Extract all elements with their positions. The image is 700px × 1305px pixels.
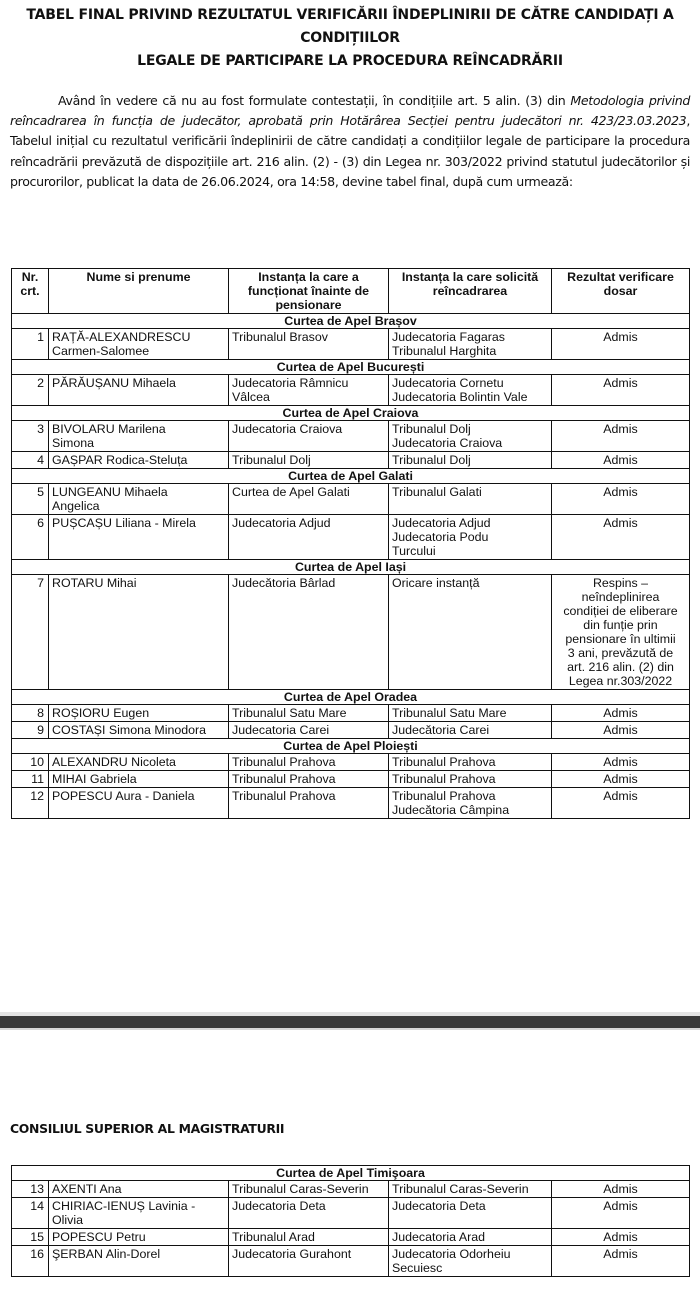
cell-name <box>49 705 229 722</box>
cell-line: Tribunalul Caras-Severin <box>232 1182 369 1196</box>
cell-requested-court <box>389 754 552 771</box>
court-section-row <box>12 406 690 421</box>
cell-name <box>49 722 229 739</box>
cell-result <box>552 1246 690 1277</box>
cell-result <box>552 375 690 406</box>
cell-line: Admis <box>603 723 638 737</box>
cell-requested-court <box>389 329 552 360</box>
results-table-body <box>12 314 690 819</box>
table-row <box>12 375 690 406</box>
cell-previous-court <box>229 375 389 406</box>
cell-requested-court <box>389 421 552 452</box>
cell-requested-court <box>389 722 552 739</box>
cell-line: POPESCU Petru <box>52 1230 146 1244</box>
cell-nr: 13 <box>12 1181 49 1198</box>
court-name: Curtea de Apel Timişoara <box>12 1166 690 1181</box>
cell-line: Judecatoria Craiova <box>232 422 343 436</box>
court-name: Curtea de Apel București <box>12 360 690 375</box>
cell-line: Tribunalul Caras-Severin <box>392 1182 529 1196</box>
cell-nr: 3 <box>12 421 49 452</box>
cell-line: Admis <box>603 516 638 530</box>
cell-line: Carmen-Salomee <box>52 344 150 358</box>
cell-line: art. 216 alin. (2) din <box>567 660 674 674</box>
cell-nr: 2 <box>12 375 49 406</box>
cell-name <box>49 375 229 406</box>
document-page-2 <box>0 1030 700 1305</box>
cell-line: PĂRĂUȘANU Mihaela <box>52 376 176 390</box>
cell-result <box>552 329 690 360</box>
court-name: Curtea de Apel Oradea <box>12 690 690 705</box>
cell-line: Judecatoria Carei <box>232 723 330 737</box>
cell-line: Admis <box>603 485 638 499</box>
cell-result <box>552 484 690 515</box>
cell-result <box>552 1229 690 1246</box>
cell-line: Vâlcea <box>232 390 270 404</box>
intro-text: Având în vedere că nu au fost formulate contestații, în condițiile art. 5 alin. (3) din <box>58 93 571 108</box>
table-row <box>12 1229 690 1246</box>
court-name: Curtea de Apel Galati <box>12 469 690 484</box>
cell-line: Judecătoria Carei <box>392 723 490 737</box>
cell-name <box>49 1181 229 1198</box>
cell-line: Judecatoria Gurahont <box>232 1247 352 1261</box>
cell-name <box>49 329 229 360</box>
cell-name <box>49 484 229 515</box>
cell-nr: 14 <box>12 1198 49 1229</box>
cell-previous-court <box>229 329 389 360</box>
cell-line: Curtea de Apel Galati <box>232 485 350 499</box>
cell-line: MIHAI Gabriela <box>52 772 137 786</box>
cell-line: Admis <box>603 1247 638 1261</box>
cell-line: Tribunalul Prahova <box>392 772 496 786</box>
cell-line: Olivia <box>52 1213 83 1227</box>
cell-previous-court <box>229 575 389 690</box>
cell-result <box>552 1198 690 1229</box>
cell-result <box>552 421 690 452</box>
cell-line: 3 ani, prevăzută de <box>567 646 674 660</box>
cell-line: Judecatoria Adjud <box>232 516 331 530</box>
cell-requested-court <box>389 575 552 690</box>
cell-line: Secuiesc <box>392 1261 443 1275</box>
court-name: Curtea de Apel Craiova <box>12 406 690 421</box>
court-section-row <box>12 314 690 329</box>
cell-line: Admis <box>603 1230 638 1244</box>
cell-line: Judecatoria Deta <box>232 1199 326 1213</box>
table-row <box>12 484 690 515</box>
cell-name <box>49 1246 229 1277</box>
cell-previous-court <box>229 1246 389 1277</box>
cell-previous-court <box>229 1229 389 1246</box>
cell-requested-court <box>389 1198 552 1229</box>
cell-line: ŞERBAN Alin-Dorel <box>52 1247 161 1261</box>
cell-requested-court <box>389 771 552 788</box>
cell-requested-court <box>389 1246 552 1277</box>
court-section-row <box>12 360 690 375</box>
cell-line: pensionare în ultimii <box>565 632 676 646</box>
intro-paragraph <box>10 91 690 192</box>
table-row <box>12 1181 690 1198</box>
cell-result <box>552 1181 690 1198</box>
cell-previous-court <box>229 788 389 819</box>
cell-previous-court <box>229 484 389 515</box>
cell-nr: 8 <box>12 705 49 722</box>
cell-line: Admis <box>603 1182 638 1196</box>
cell-result <box>552 722 690 739</box>
cell-line: Tribunalul Satu Mare <box>232 706 347 720</box>
cell-line: Judecatoria Craiova <box>392 436 503 450</box>
table-row <box>12 1246 690 1277</box>
cell-line: Judecătoria Câmpina <box>392 803 510 817</box>
cell-line: LUNGEANU Mihaela <box>52 485 168 499</box>
cell-line: Judecatoria Adjud <box>392 516 491 530</box>
cell-line: Angelica <box>52 499 100 513</box>
cell-result <box>552 754 690 771</box>
table-row <box>12 329 690 360</box>
cell-result <box>552 575 690 690</box>
cell-line: Admis <box>603 755 638 769</box>
cell-name <box>49 788 229 819</box>
cell-result <box>552 705 690 722</box>
institution-header: CONSILIUL SUPERIOR AL MAGISTRATURII <box>10 1121 285 1136</box>
cell-requested-court <box>389 452 552 469</box>
cell-nr: 9 <box>12 722 49 739</box>
court-name: Curtea de Apel Iași <box>12 560 690 575</box>
table-row <box>12 421 690 452</box>
cell-line: Admis <box>603 376 638 390</box>
header-previous-court: Instanța la care a funcționat înainte de pensionare <box>229 269 389 314</box>
cell-result <box>552 788 690 819</box>
cell-nr: 6 <box>12 515 49 560</box>
cell-line: Legea nr.303/2022 <box>568 674 673 688</box>
table-header-row <box>12 269 690 314</box>
cell-line: GAȘPAR Rodica-Steluța <box>52 453 188 467</box>
cell-line: Judecatoria Cornetu <box>392 376 504 390</box>
cell-line: Tribunalul Harghita <box>392 344 497 358</box>
cell-line: Judecatoria Podu <box>392 530 489 544</box>
cell-nr: 7 <box>12 575 49 690</box>
cell-line: ROTARU Mihai <box>52 576 137 590</box>
cell-line: Tribunalul Dolj <box>392 453 471 467</box>
cell-nr: 1 <box>12 329 49 360</box>
cell-line: din funție prin <box>583 618 658 632</box>
cell-name <box>49 754 229 771</box>
cell-line: Judecatoria Odorheiu <box>392 1247 511 1261</box>
cell-line: Turcului <box>392 544 436 558</box>
cell-line: Tribunalul Dolj <box>392 422 471 436</box>
cell-result <box>552 515 690 560</box>
cell-previous-court <box>229 452 389 469</box>
cell-line: POPESCU Aura - Daniela <box>52 789 195 803</box>
cell-nr: 12 <box>12 788 49 819</box>
cell-nr: 5 <box>12 484 49 515</box>
cell-line: Tribunalul Arad <box>232 1230 315 1244</box>
document-title <box>10 4 690 73</box>
court-name: Curtea de Apel Brașov <box>12 314 690 329</box>
cell-previous-court <box>229 515 389 560</box>
cell-requested-court <box>389 375 552 406</box>
cell-requested-court <box>389 1181 552 1198</box>
cell-nr: 16 <box>12 1246 49 1277</box>
header-name: Nume si prenume <box>49 269 229 314</box>
intro-text: , Tabelul inițial cu rezultatul verificării îndeplinirii de către candidați a condițiilor legale de participare la procedura reîncadrării prevăzută de dispozițiile art. 216 alin. (2) - (3) din Legea nr. 303/2022 privind statutul judecătorilor și procurorilor, publicat la data de 26.06.2024, ora 14:58, devine tabel final, după cum urmează: <box>10 113 690 189</box>
table-row <box>12 705 690 722</box>
header-requested-court: Instanța la care solicită reîncadrarea <box>389 269 552 314</box>
cell-line: Admis <box>603 422 638 436</box>
cell-nr: 11 <box>12 771 49 788</box>
cell-line: Admis <box>603 330 638 344</box>
court-section-row <box>12 690 690 705</box>
cell-previous-court <box>229 421 389 452</box>
cell-line: PUȘCAȘU Liliana - Mirela <box>52 516 196 530</box>
header-nr: Nr. crt. <box>12 269 49 314</box>
cell-line: Judecatoria Arad <box>392 1230 485 1244</box>
cell-line: Judecatoria Bolintin Vale <box>392 390 528 404</box>
cell-line: Tribunalul Prahova <box>392 755 496 769</box>
cell-name <box>49 452 229 469</box>
cell-name <box>49 1198 229 1229</box>
table-row <box>12 722 690 739</box>
cell-previous-court <box>229 705 389 722</box>
cell-line: neîndeplinirea <box>581 590 660 604</box>
table-row <box>12 754 690 771</box>
cell-line: Judecatoria Fagaras <box>392 330 505 344</box>
cell-line: CHIRIAC-IENUȘ Lavinia - <box>52 1199 196 1213</box>
cell-previous-court <box>229 754 389 771</box>
cell-line: Tribunalul Prahova <box>232 789 336 803</box>
title-line: LEGALE DE PARTICIPARE LA PROCEDURA REÎNCADRĂRII <box>137 53 563 69</box>
cell-line: Respins – <box>592 576 649 590</box>
court-name: Curtea de Apel Ploiești <box>12 739 690 754</box>
results-table <box>11 268 690 819</box>
court-section-row <box>12 469 690 484</box>
cell-line: ROȘIORU Eugen <box>52 706 150 720</box>
cell-line: Admis <box>603 706 638 720</box>
cell-line: COSTAȘI Simona Minodora <box>52 723 207 737</box>
cell-line: Tribunalul Brasov <box>232 330 328 344</box>
cell-line: ALEXANDRU Nicoleta <box>52 755 176 769</box>
cell-previous-court <box>229 1198 389 1229</box>
table-row <box>12 771 690 788</box>
cell-name <box>49 771 229 788</box>
cell-requested-court <box>389 1229 552 1246</box>
cell-line: Tribunalul Satu Mare <box>392 706 507 720</box>
cell-nr: 4 <box>12 452 49 469</box>
cell-nr: 10 <box>12 754 49 771</box>
cell-line: AXENTI Ana <box>52 1182 122 1196</box>
cell-line: Simona <box>52 436 95 450</box>
cell-line: Admis <box>603 789 638 803</box>
cell-line: RAȚĂ-ALEXANDRESCU <box>52 330 191 344</box>
court-section-row <box>12 739 690 754</box>
table-row <box>12 788 690 819</box>
table-row <box>12 452 690 469</box>
cell-line: Tribunalul Prahova <box>392 789 496 803</box>
court-section-row <box>12 1166 690 1181</box>
cell-line: Tribunalul Galati <box>392 485 482 499</box>
header-result: Rezultat verificare dosar <box>552 269 690 314</box>
cell-nr: 15 <box>12 1229 49 1246</box>
results-table-continued <box>11 1165 690 1277</box>
table-row <box>12 515 690 560</box>
cell-line: Oricare instanță <box>392 576 480 590</box>
cell-requested-court <box>389 515 552 560</box>
cell-previous-court <box>229 1181 389 1198</box>
cell-line: Admis <box>603 772 638 786</box>
table-row <box>12 575 690 690</box>
cell-result <box>552 771 690 788</box>
cell-line: Admis <box>603 1199 638 1213</box>
cell-line: condiției de eliberare <box>563 604 678 618</box>
cell-line: BIVOLARU Marilena <box>52 422 166 436</box>
cell-previous-court <box>229 771 389 788</box>
table-row <box>12 1198 690 1229</box>
intro-italic-text: Metodologia privind reîncadrarea în funcția de judecător, aprobată prin Hotărârea Secției pentru judecători nr. 423/23.03.2023 <box>10 93 690 129</box>
title-line: TABEL FINAL PRIVIND REZULTATUL VERIFICĂRII ÎNDEPLINIRII DE CĂTRE CANDIDAȚI A CONDIȚIILOR <box>26 7 674 46</box>
cell-line: Tribunalul Dolj <box>232 453 311 467</box>
cell-line: Judecatoria Râmnicu <box>232 376 349 390</box>
cell-line: Judecatoria Deta <box>392 1199 486 1213</box>
cell-requested-court <box>389 788 552 819</box>
cell-line: Tribunalul Prahova <box>232 755 336 769</box>
cell-requested-court <box>389 484 552 515</box>
court-section-row <box>12 560 690 575</box>
cell-line: Judecătoria Bârlad <box>232 576 336 590</box>
page-separator <box>0 1012 700 1030</box>
cell-line: Tribunalul Prahova <box>232 772 336 786</box>
results-table-body <box>12 1166 690 1277</box>
cell-name <box>49 515 229 560</box>
cell-name <box>49 575 229 690</box>
cell-line: Admis <box>603 453 638 467</box>
cell-requested-court <box>389 705 552 722</box>
cell-name <box>49 1229 229 1246</box>
cell-result <box>552 452 690 469</box>
cell-previous-court <box>229 722 389 739</box>
cell-name <box>49 421 229 452</box>
